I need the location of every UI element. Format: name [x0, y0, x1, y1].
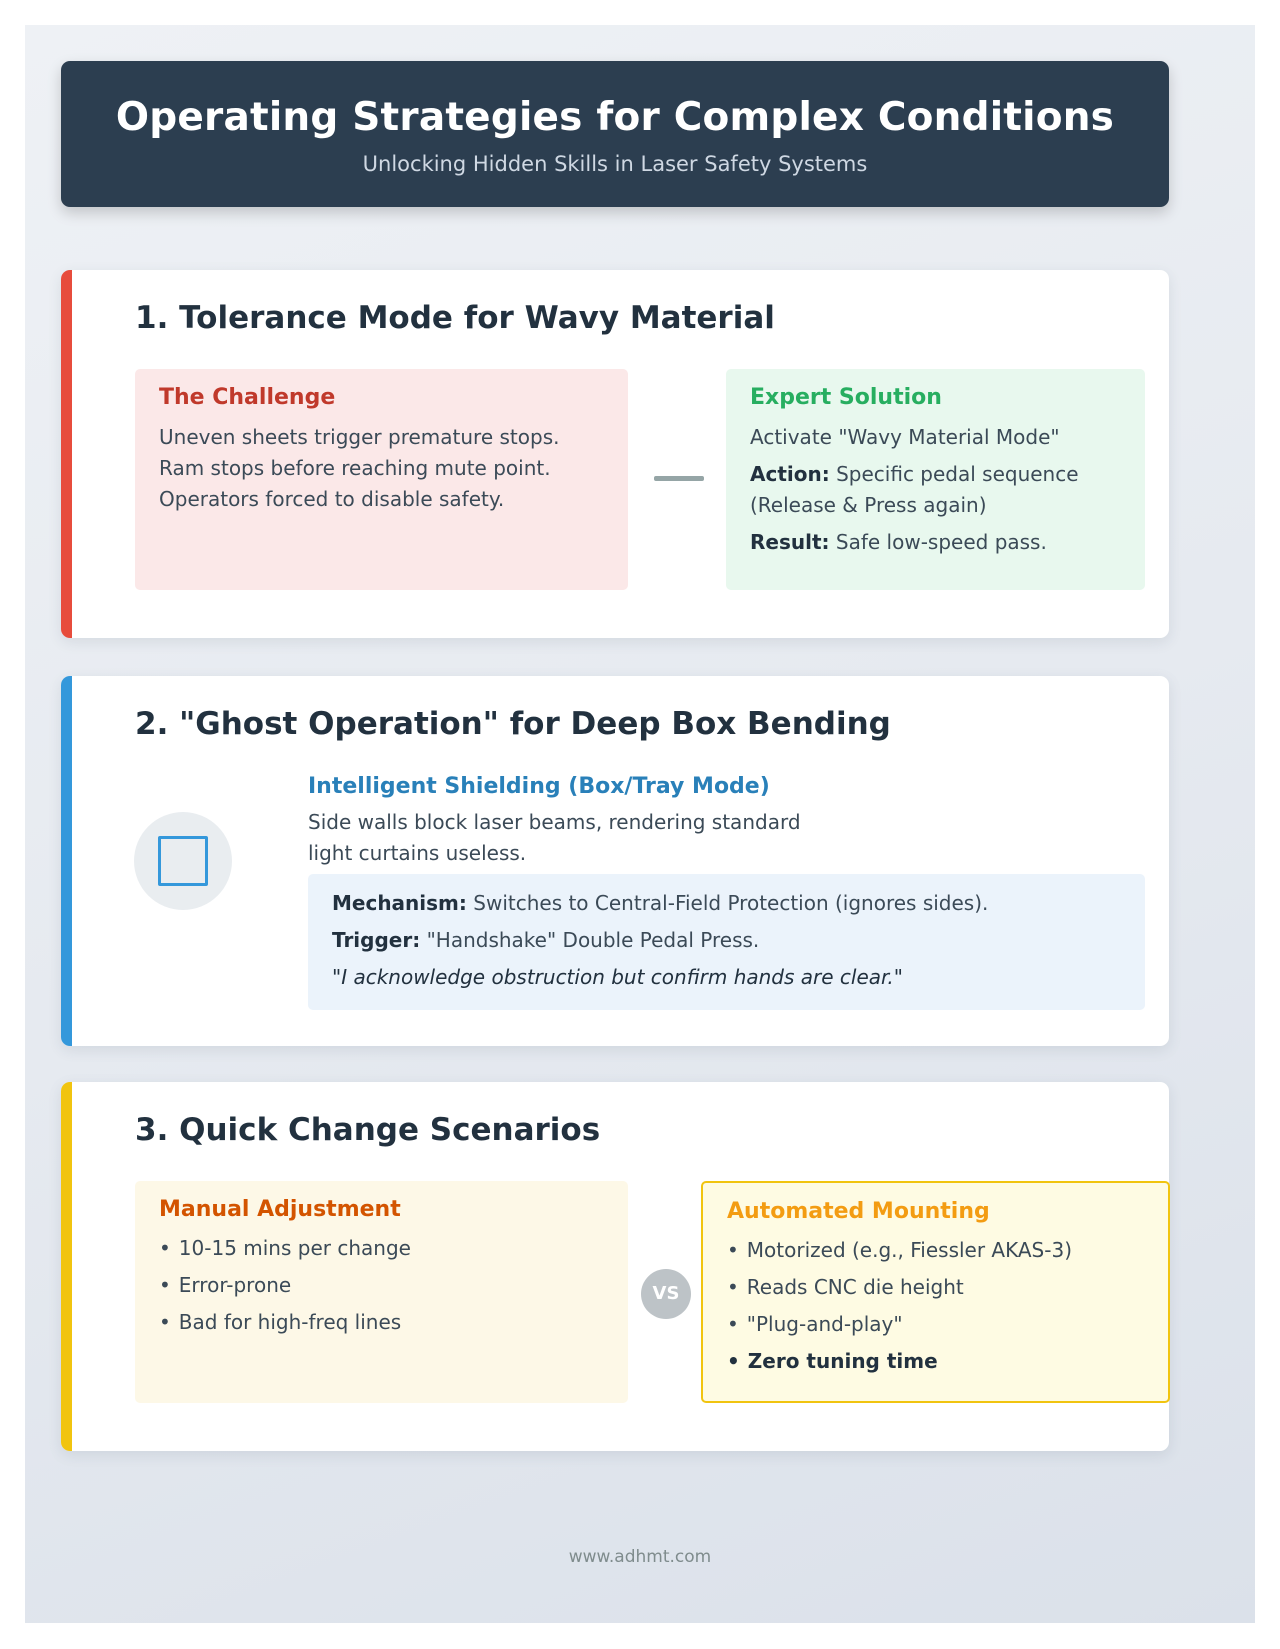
list-item: • 10-15 mins per change [159, 1234, 604, 1262]
page-title: Operating Strategies for Complex Conditions [115, 95, 1115, 140]
solution-heading: Expert Solution [750, 385, 942, 410]
result-text: Safe low-speed pass. [829, 530, 1047, 554]
mechanism-label: Mechanism: [332, 891, 467, 915]
list-item-highlight: • Zero tuning time [727, 1347, 1144, 1375]
section-title: 3. Quick Change Scenarios [135, 1112, 601, 1148]
section-card-quick-change [61, 1082, 1169, 1451]
manual-heading: Manual Adjustment [159, 1197, 401, 1222]
trigger-line [332, 925, 1121, 956]
shielding-heading: Intelligent Shielding (Box/Tray Mode) [308, 774, 770, 799]
list-item: • Bad for high-freq lines [159, 1308, 604, 1336]
challenge-line: Operators forced to disable safety. [159, 487, 505, 511]
section-accent-stripe [61, 1082, 72, 1451]
automated-mounting-box [701, 1181, 1170, 1403]
page-subtitle: Unlocking Hidden Skills in Laser Safety Systems [362, 152, 868, 176]
solution-box [726, 369, 1145, 590]
shielding-description [308, 774, 808, 869]
automated-heading: Automated Mounting [727, 1199, 990, 1224]
result-label: Result: [750, 530, 830, 554]
section-accent-stripe [61, 270, 72, 638]
list-item: • Motorized (e.g., Fiessler AKAS-3) [727, 1236, 1144, 1264]
vs-badge: VS [641, 1269, 691, 1319]
manual-list [159, 1234, 604, 1336]
trigger-text: "Handshake" Double Pedal Press. [420, 928, 760, 952]
action-label: Action: [750, 462, 830, 486]
list-item: • "Plug-and-play" [727, 1310, 1144, 1338]
manual-adjustment-box [135, 1181, 628, 1403]
challenge-heading: The Challenge [159, 385, 336, 410]
mechanism-box [308, 874, 1145, 1010]
list-item: • Error-prone [159, 1271, 604, 1299]
footer-url[interactable]: www.adhmt.com [568, 1547, 712, 1567]
section-accent-stripe [61, 676, 72, 1046]
action-text: Specific pedal sequence (Release & Press again) [750, 462, 1079, 517]
challenge-text [159, 422, 604, 515]
challenge-line: Ram stops before reaching mute point. [159, 456, 551, 480]
list-item: • Reads CNC die height [727, 1273, 1144, 1301]
automated-list [727, 1236, 1144, 1375]
dash-separator-icon [654, 476, 704, 481]
solution-action [750, 459, 1121, 521]
solution-result [750, 527, 1121, 558]
section-title: 1. Tolerance Mode for Wavy Material [135, 300, 775, 336]
mechanism-text: Switches to Central-Field Protection (ignores sides). [466, 891, 989, 915]
solution-intro: Activate "Wavy Material Mode" [750, 425, 1060, 449]
mechanism-line [332, 888, 1121, 919]
header-banner [61, 61, 1169, 207]
challenge-box [135, 369, 628, 590]
challenge-line: Uneven sheets trigger premature stops. [159, 425, 560, 449]
operator-quote: "I acknowledge obstruction but confirm hands are clear." [332, 965, 903, 989]
box-square-icon [134, 812, 232, 910]
square-outline-icon [158, 836, 208, 886]
trigger-label: Trigger: [332, 928, 421, 952]
section-card-tolerance-mode [61, 270, 1169, 638]
section-card-ghost-operation [61, 676, 1169, 1046]
section-title: 2. "Ghost Operation" for Deep Box Bending [135, 706, 891, 742]
shielding-text: Side walls block laser beams, rendering standard light curtains useless. [308, 810, 801, 865]
